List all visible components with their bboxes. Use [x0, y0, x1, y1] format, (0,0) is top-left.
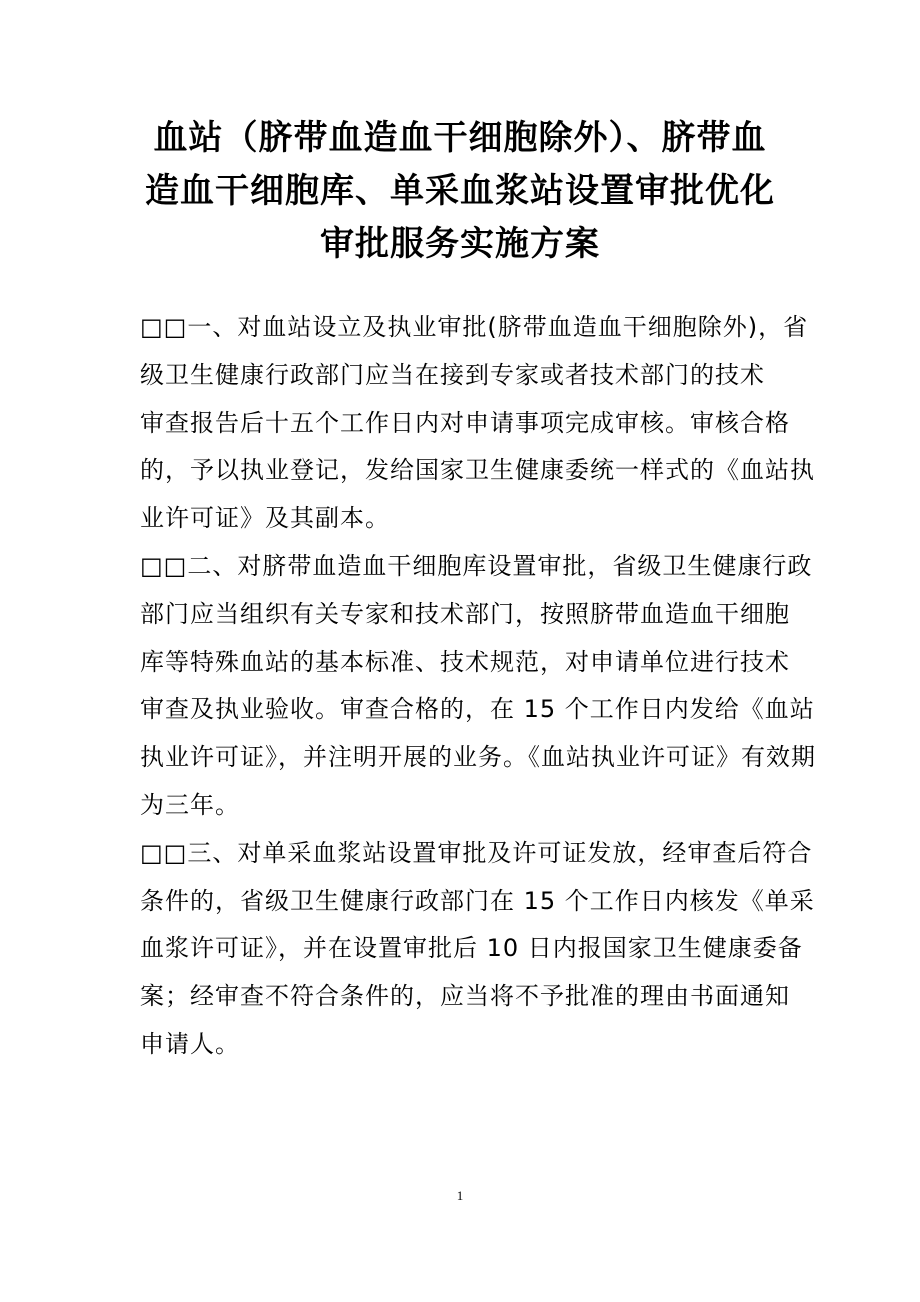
paragraph-2-line: 执业许可证》，并注明开展的业务。《血站执业许可证》有效期	[140, 743, 816, 772]
document-title	[140, 112, 780, 271]
paragraph-1-line: 审查报告后十五个工作日内对申请事项完成审核。审核合格	[140, 408, 790, 437]
title-line: 血站（脐带血造血干细胞除外）、脐带血	[153, 118, 767, 158]
paragraph-1-line: 的，予以执业登记，发给国家卫生健康委统一样式的《血站执	[140, 456, 815, 485]
paragraph-2-line: 为三年。	[140, 790, 240, 819]
title-line: 审批服务实施方案	[320, 224, 600, 264]
paragraph-3-line: 血浆许可证》，并在设置审批后 10 日内报国家卫生健康委备	[140, 934, 803, 963]
paragraph-2-line: □□二、对脐带血造血干细胞库设置审批，省级卫生健康行政	[140, 551, 813, 580]
paragraph-2-line: 库等特殊血站的基本标准、技术规范，对申请单位进行技术	[140, 647, 790, 676]
title-line: 造血干细胞库、单采血浆站设置审批优化	[145, 171, 775, 211]
paragraph-1-line: 级卫生健康行政部门应当在接到专家或者技术部门的技术	[140, 360, 765, 389]
document-body	[140, 304, 816, 1069]
paragraph-3-line: 案；经审查不符合条件的，应当将不予批准的理由书面通知	[140, 982, 790, 1011]
paragraph-2-line: 审查及执业验收。审查合格的，在 15 个工作日内发给《血站	[140, 695, 815, 724]
page-number: 1	[456, 1188, 464, 1203]
paragraph-3-line: □□三、对单采血浆站设置审批及许可证发放，经审查后符合	[140, 838, 813, 867]
paragraph-1-line: □□一、对血站设立及执业审批(脐带血造血干细胞除外)，省	[140, 313, 809, 341]
paragraph-2-line: 部门应当组织有关专家和技术部门，按照脐带血造血干细胞	[140, 599, 790, 628]
paragraph-3-line: 申请人。	[140, 1029, 240, 1058]
paragraph-1-line: 业许可证》及其副本。	[140, 504, 390, 533]
paragraph-3-line: 条件的，省级卫生健康行政部门在 15 个工作日内核发《单采	[140, 886, 815, 915]
